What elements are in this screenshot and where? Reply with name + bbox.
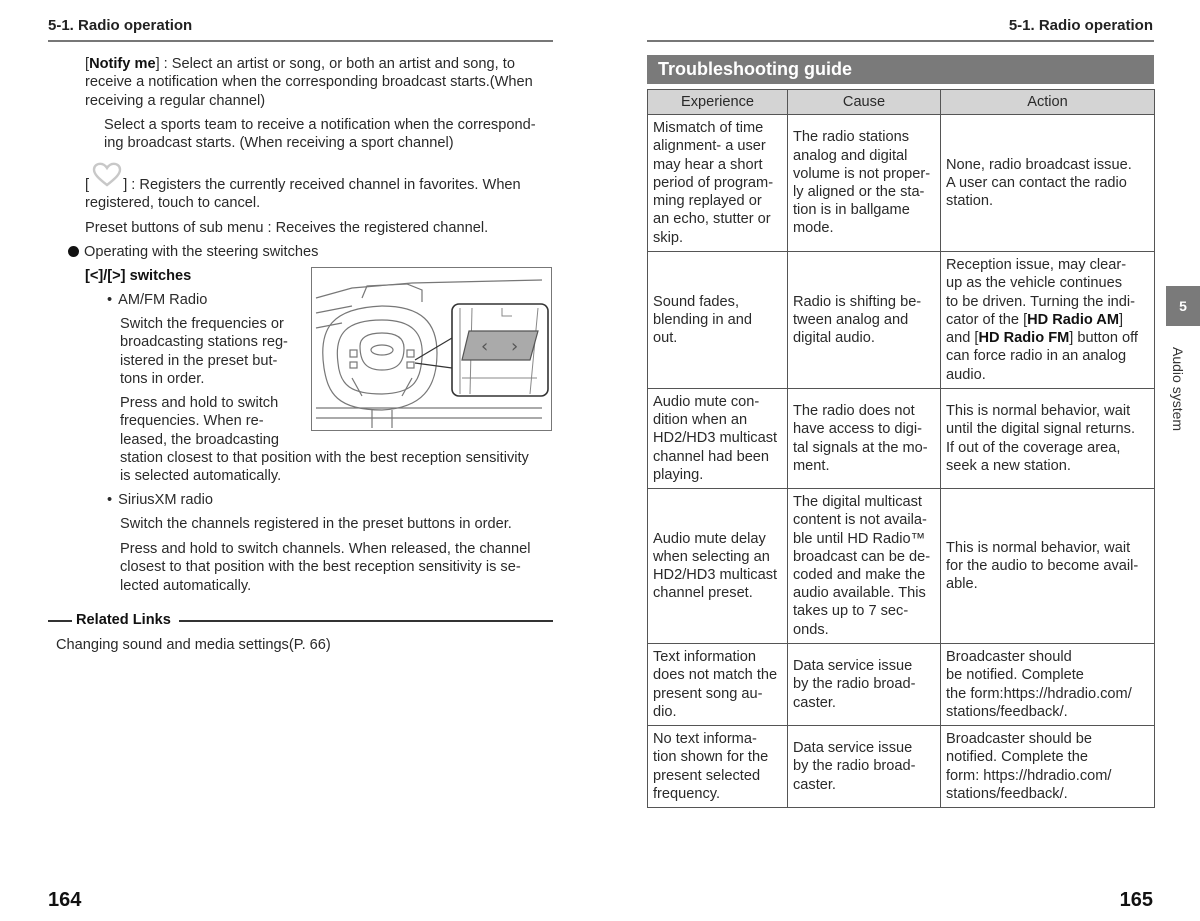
steering-wheel-figure: [311, 267, 552, 431]
steering-wheel-illustration: [312, 268, 552, 431]
am-fm-title: • AM/FM Radio: [107, 292, 208, 308]
cell-cause: The radio does not have access to digi- tal signals at the mo- ment.: [788, 389, 941, 489]
cell-action: Reception issue, may clear- up as the vehicle continues to be driven. Turning the indi- cator of the [HD Radio AM] and [HD Radio FM] button off can force radio in an analog audio.: [941, 252, 1155, 389]
chapter-label: Audio system: [1170, 347, 1186, 432]
related-links-rule-left: [48, 620, 72, 622]
cell-action: This is normal behavior, wait for the audio to become avail- able.: [941, 489, 1155, 644]
troubleshooting-table: [647, 89, 1155, 808]
left-header-rule: [48, 40, 553, 42]
cell-cause: The digital multicast content is not availa- ble until HD Radio™ broadcast can be de- coded and make the audio available. This takes up to 7 sec- onds.: [788, 489, 941, 644]
steering-bullet: Operating with the steering switches: [68, 243, 318, 261]
cell-cause: Data service issue by the radio broad- caster.: [788, 726, 941, 808]
chapter-number: 5: [1179, 298, 1187, 314]
chapter-tab[interactable]: [1166, 286, 1200, 326]
preset-buttons-line: Preset buttons of sub menu : Receives the registered channel.: [85, 220, 489, 236]
table-row: [648, 489, 1155, 644]
col-header-experience: Experience: [648, 90, 788, 115]
cell-cause: Data service issue by the radio broad- caster.: [788, 644, 941, 726]
cell-action: None, radio broadcast issue. A user can contact the radio station.: [941, 115, 1155, 252]
cell-cause: The radio stations analog and digital volume is not proper- ly aligned or the sta- tion is in ballgame mode.: [788, 115, 941, 252]
cell-cause: Radio is shifting be- tween analog and digital audio.: [788, 252, 941, 389]
am-fm-paragraph-2: Press and hold to switch frequencies. When re- leased, the broadcasting: [120, 395, 280, 448]
left-arrow-switch-icon: ‹: [481, 336, 489, 357]
right-page-number: 165: [1119, 889, 1153, 911]
table-row: [648, 115, 1155, 252]
right-header-rule: [647, 40, 1154, 42]
related-links-heading: Related Links: [76, 612, 171, 628]
cell-experience: Audio mute con- dition when an HD2/HD3 multicast channel had been playing.: [648, 389, 788, 489]
heart-icon: [92, 162, 122, 188]
cell-experience: Sound fades, blending in and out.: [648, 252, 788, 389]
related-links-rule-right: [179, 620, 553, 622]
cell-action: Broadcaster should be notified. Complete the form: https://hdradio.com/ stations/feedback/.: [941, 726, 1155, 808]
right-arrow-switch-icon: ›: [511, 336, 519, 357]
cell-experience: No text informa- tion shown for the present selected frequency.: [648, 726, 788, 808]
troubleshooting-title-bar: [647, 55, 1154, 84]
table-header-row: [648, 90, 1155, 115]
bullet-icon: [68, 246, 79, 257]
table-row: [648, 252, 1155, 389]
cell-action: This is normal behavior, wait until the digital signal returns. If out of the coverage area, seek a new station.: [941, 389, 1155, 489]
col-header-action: Action: [941, 90, 1155, 115]
notify-me-paragraph: [Notify me] : Select an artist or song, or both an artist and song, to receive a notification when the corresponding broadcast starts.(When receiving a regular channel): [85, 56, 533, 109]
right-page-header: 5-1. Radio operation: [1008, 17, 1153, 34]
siriusxm-paragraph-1: Switch the channels registered in the preset buttons in order.: [120, 516, 512, 532]
hd-radio-fm-label: HD Radio FM: [978, 330, 1070, 347]
notify-me-label: Notify me: [89, 56, 156, 72]
left-page-number: 164: [48, 889, 82, 911]
favorite-paragraph: [ ] : Registers the currently received channel in favorites. When registered, touch to cancel.: [85, 176, 555, 213]
siriusxm-paragraph-2: Press and hold to switch channels. When released, the channel closest to that position with the best reception sensitivity is se- lected automatically.: [120, 541, 531, 594]
troubleshooting-title: Troubleshooting guide: [658, 59, 852, 79]
table-row: [648, 389, 1155, 489]
am-fm-paragraph-1: Switch the frequencies or broadcasting stations reg- istered in the preset but- tons in order.: [120, 316, 288, 387]
cell-experience: Mismatch of time alignment- a user may hear a short period of program- ming replayed or an echo, stutter or skip.: [648, 115, 788, 252]
col-header-cause: Cause: [788, 90, 941, 115]
cell-experience: Audio mute delay when selecting an HD2/HD3 multicast channel preset.: [648, 489, 788, 644]
switches-heading: [<]/[>] switches: [85, 268, 192, 284]
am-fm-paragraph-2-cont: station closest to that position with the best reception sensitivity is selected automatically.: [120, 450, 529, 485]
related-link-sound-settings[interactable]: Changing sound and media settings(P. 66): [56, 637, 331, 653]
cell-action: Broadcaster should be notified. Complete the form:https://hdradio.com/ stations/feedback/.: [941, 644, 1155, 726]
cell-experience: Text information does not match the present song au- dio.: [648, 644, 788, 726]
hd-radio-am-label: HD Radio AM: [1027, 311, 1120, 328]
siriusxm-title: • SiriusXM radio: [107, 492, 213, 508]
table-row: [648, 726, 1155, 808]
left-page-header: 5-1. Radio operation: [48, 17, 193, 34]
table-row: [648, 644, 1155, 726]
sports-paragraph: Select a sports team to receive a notification when the correspond- ing broadcast starts. (When receiving a sport channel): [104, 117, 536, 152]
